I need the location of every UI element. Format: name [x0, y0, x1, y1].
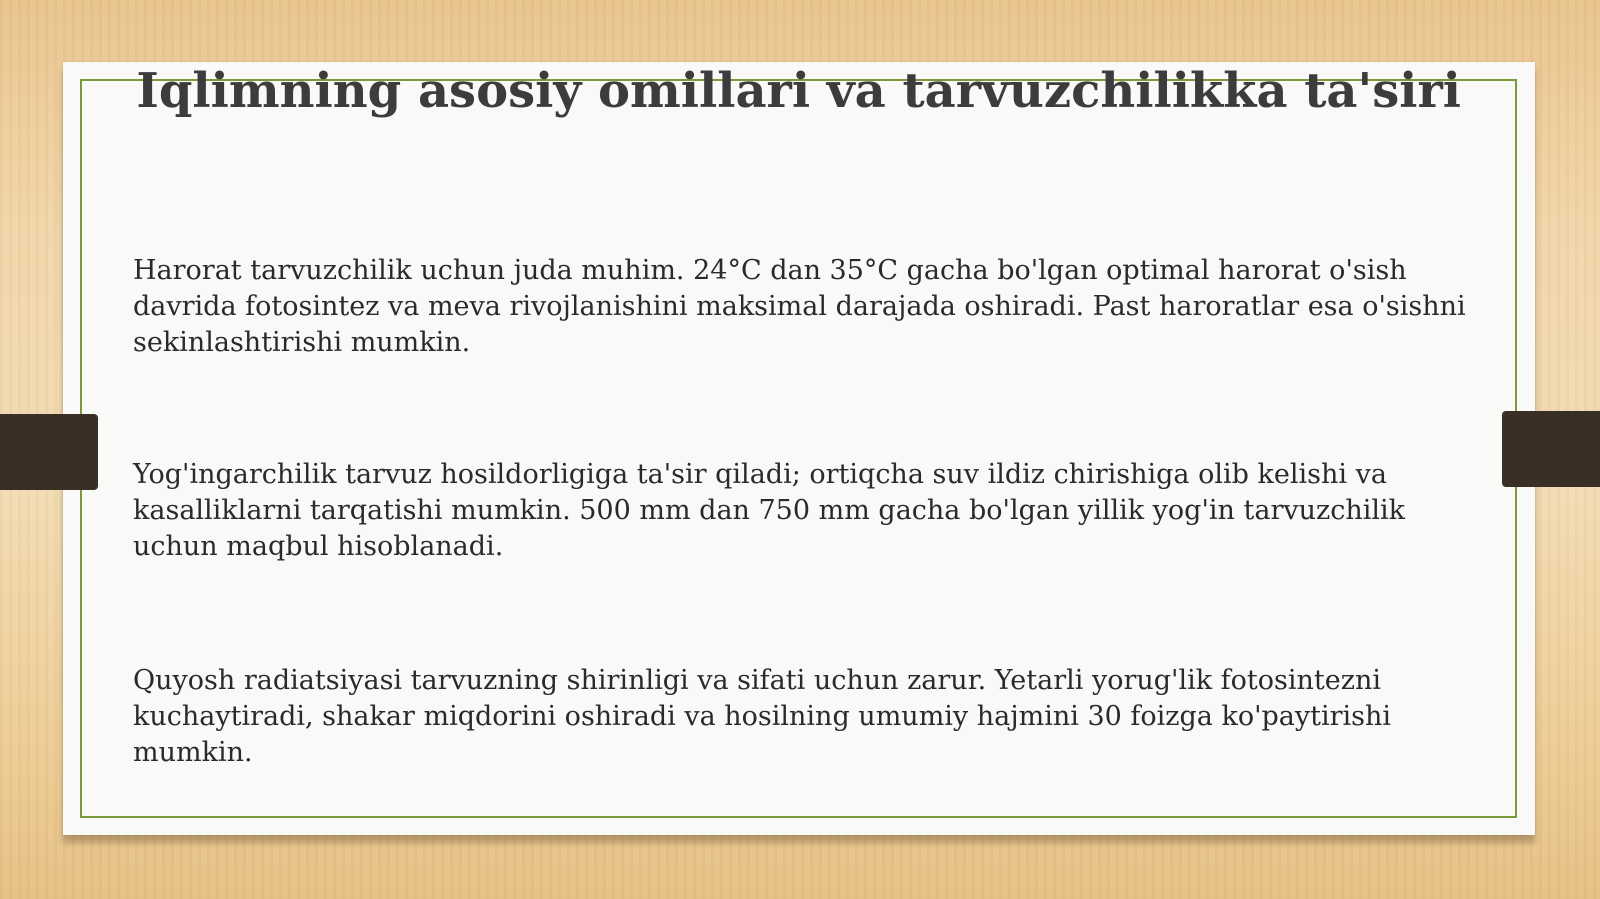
paragraph-temperature: Harorat tarvuzchilik uchun juda muhim. 24°C dan 35°C gacha bo'lgan optimal harorat o'sish davrida fotosintez va meva rivojlanishini maksimal darajada oshiradi. Past haroratlar esa o'sishni sekinlashtirishi mumkin. [133, 255, 1466, 358]
paragraph-precipitation: Yog'ingarchilik tarvuz hosildorligiga ta'sir qiladi; ortiqcha suv ildiz chirishiga olib kelishi va kasalliklarni tarqatishi mumkin. 500 mm dan 750 mm gacha bo'lgan yillik yog'in tarvuzchilik uchun maqbul hisoblanadi. [133, 459, 1405, 562]
left-decorative-tab [0, 414, 98, 490]
right-decorative-tab [1502, 411, 1600, 487]
slide-title: Iqlimning asosiy omillari va tarvuzchilikka ta'siri [136, 63, 1461, 119]
paragraph-solar-radiation: Quyosh radiatsiyasi tarvuzning shirinligi va sifati uchun zarur. Yetarli yorug'lik fotosintezni kuchaytiradi, shakar miqdorini oshiradi va hosilning umumiy hajmini 30 foizga ko'paytirishi mumkin. [133, 665, 1392, 768]
